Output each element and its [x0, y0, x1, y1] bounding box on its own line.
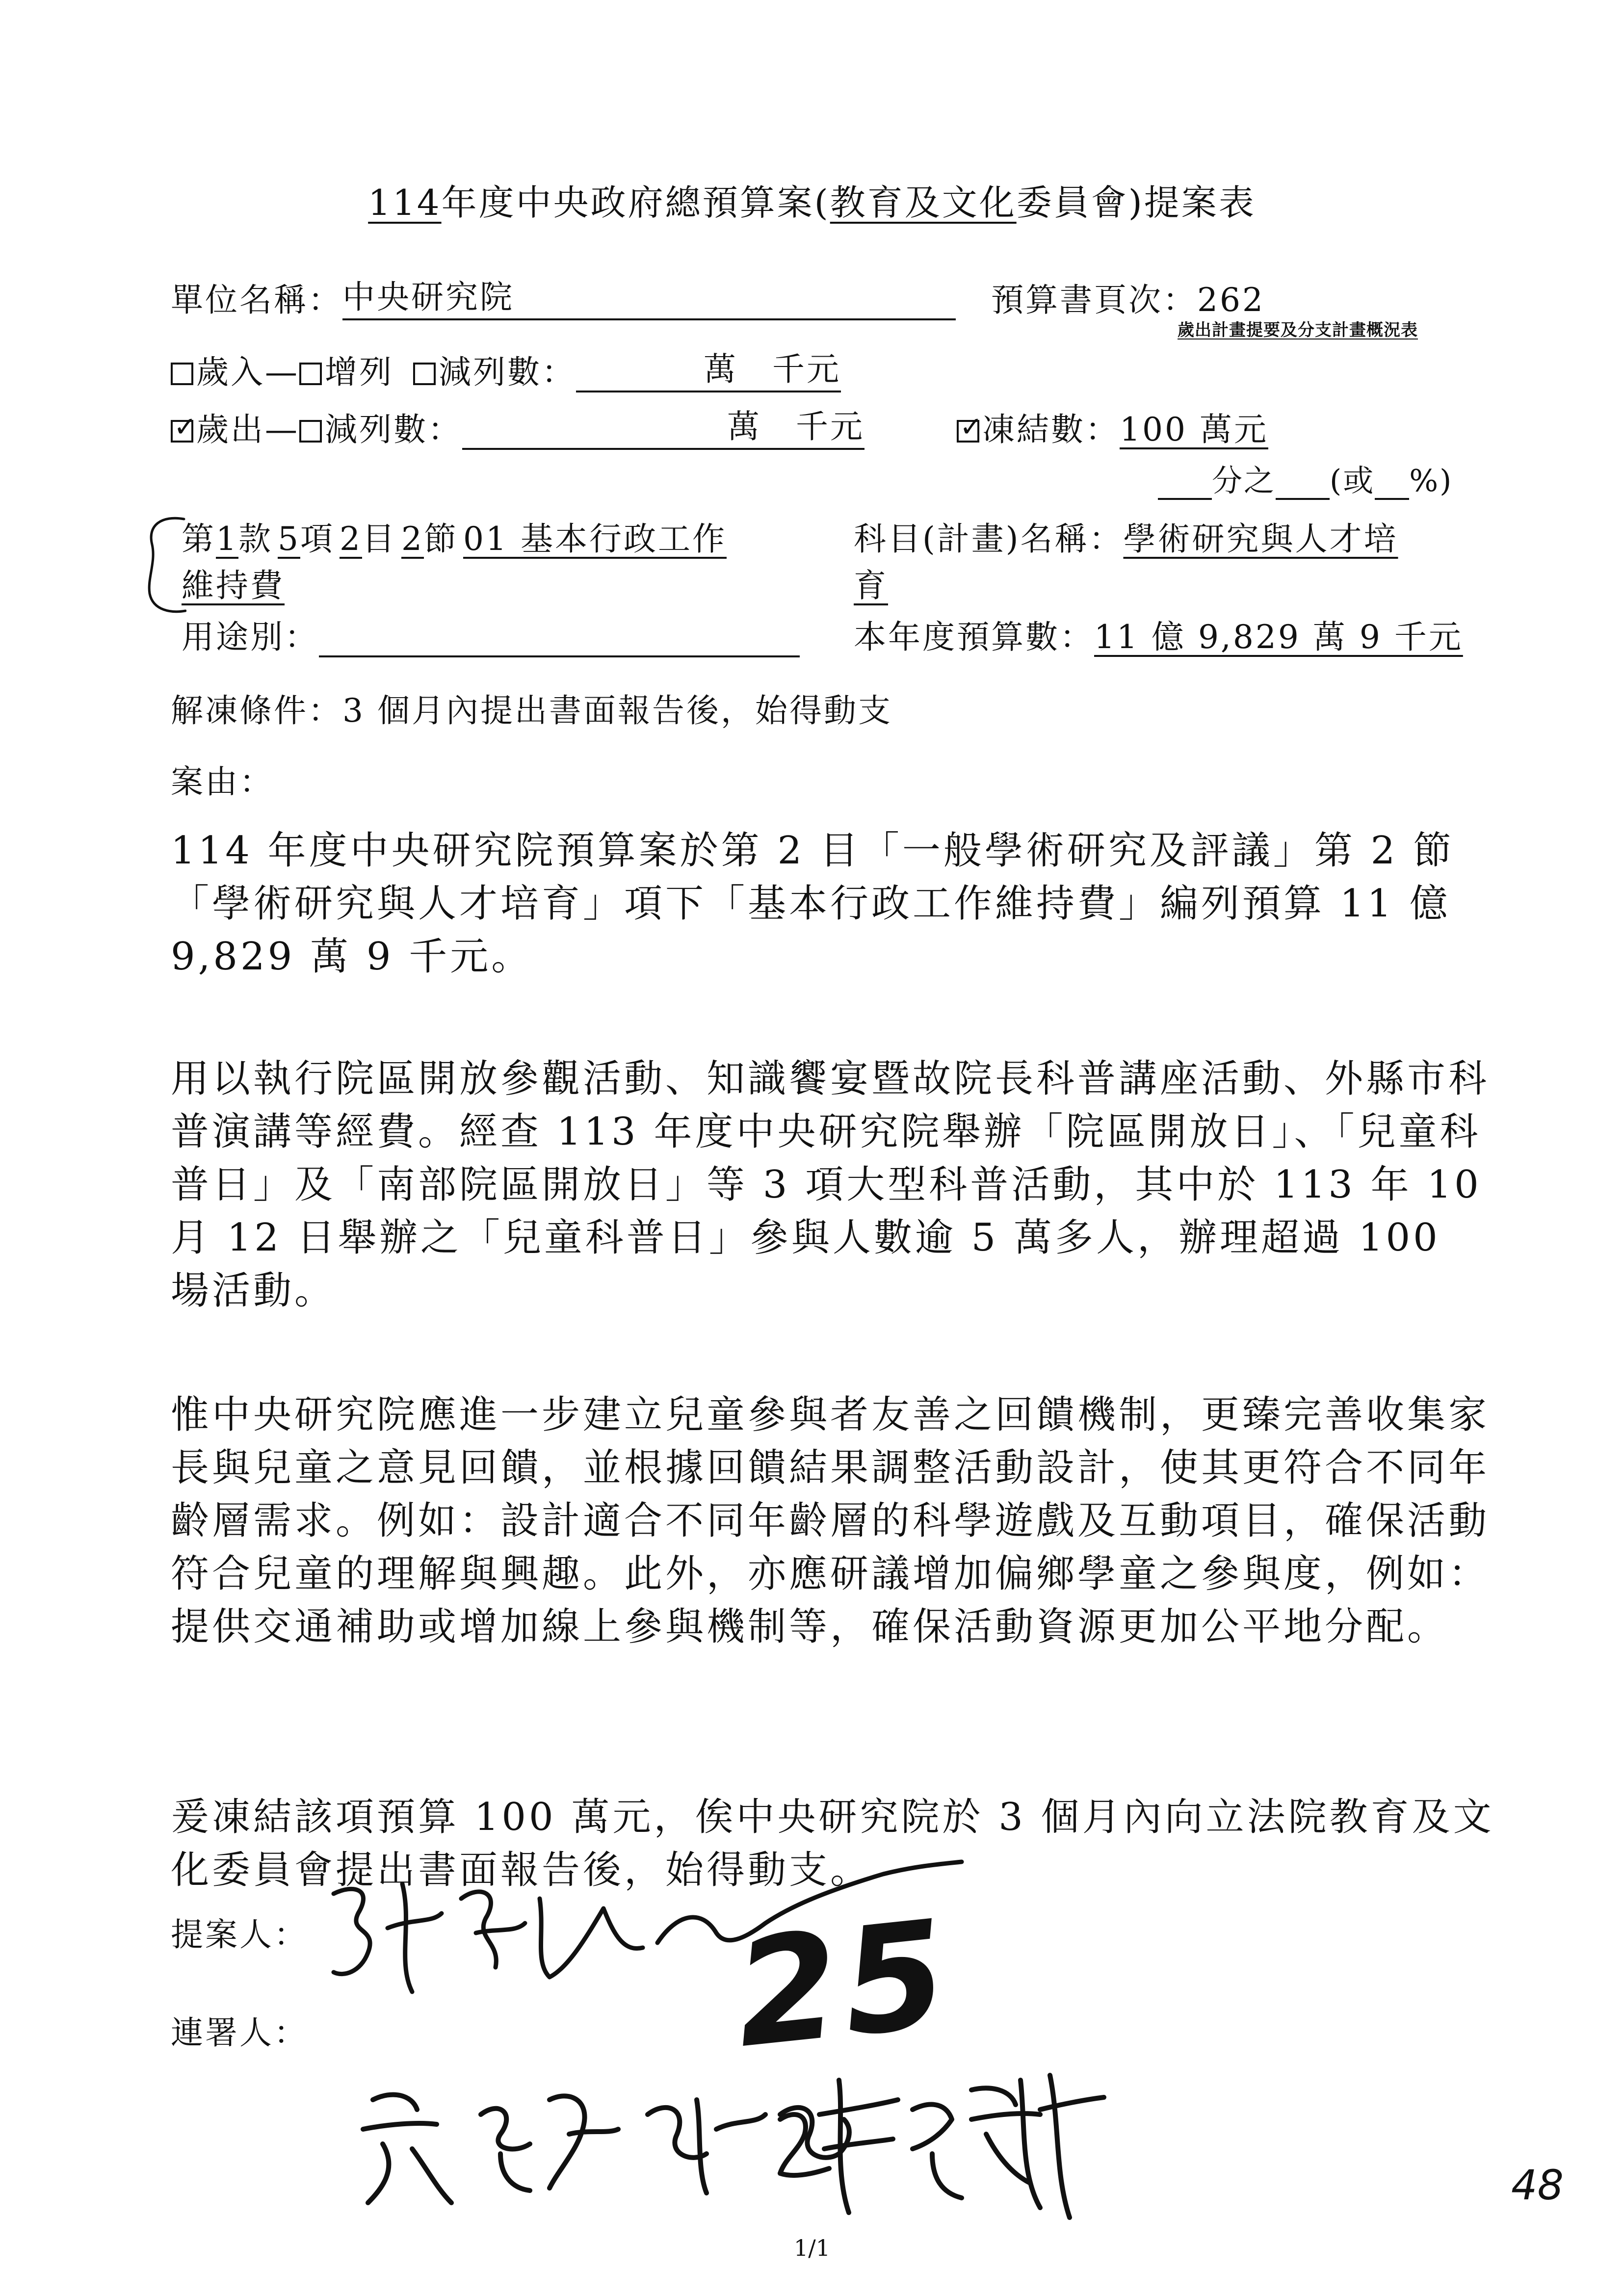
decrease-label: 減列數：: [439, 353, 576, 391]
footer-page-number: 1/1: [793, 2235, 831, 2261]
revenue-checkbox[interactable]: [171, 363, 193, 385]
subject-row2: [854, 559, 888, 606]
kuan-suffix: 款: [238, 520, 273, 558]
section-line2: [182, 559, 285, 606]
reason-paragraph-3: 惟中央研究院應進一步建立兒童參與者友善之回饋機制，更臻完善收集家長與兒童之意見回饋，並根據回饋結果調整活動設計，使其更符合不同年齡層需求。例如：設計適合不同年齡層的科學遊戲及互動項目，確保活動符合兒童的理解與興趣。此外，亦應研議增加偏鄉學童之參與度，例如：提供交通補助或增加線上參與機制等，確保活動資源更加公平地分配。: [171, 1393, 1490, 1649]
jie-suffix: 節: [424, 520, 458, 558]
purpose-label: 用途別：: [182, 618, 319, 656]
section-line1: [182, 513, 727, 559]
expense-decrease-label: 減列數：: [325, 411, 462, 448]
subject-line1: 學術研究與人才培: [1123, 520, 1398, 558]
ratio-part2: (或: [1330, 463, 1375, 498]
reason-paragraph-2: 用以執行院區開放參觀活動、知識饗宴暨故院長科普講座活動、外縣市科普演講等經費。經查 113 年度中央研究院舉辦「院區開放日」、「兒童科普日」及「南部院區開放日」等 3 項大型科普活動，其中於 113 年 10 月 12 日舉辦之「兒童科普日」參與人數逾 5 萬多人，辦理超過 100 場活動。: [171, 1057, 1490, 1313]
ratio-blank-2: [1276, 470, 1330, 500]
title-year: 114: [368, 182, 442, 223]
page-ref-label: 預算書頁次：: [991, 281, 1197, 319]
handwritten-number: 25: [727, 1888, 959, 2081]
expense-units: 萬 千元: [727, 408, 864, 445]
cosigner-label: 連署人：: [171, 2014, 308, 2052]
proposer-label: 提案人：: [171, 1916, 308, 1954]
unit-label: 單位名稱：: [171, 281, 342, 319]
budget-label: 本年度預算數：: [854, 618, 1094, 656]
unit-row: [171, 274, 956, 320]
revenue-row: [171, 346, 841, 392]
ratio-part1: 分之: [1212, 463, 1276, 498]
title-end: 委員會)提案表: [1016, 182, 1256, 223]
section-name-line1: 01 基本行政工作: [463, 520, 727, 558]
cosigner-signature-2: [765, 2051, 1109, 2227]
jie-value: 2: [401, 520, 424, 558]
unit-value-line: [342, 278, 956, 320]
budget-row: [854, 611, 1463, 657]
freeze-checkbox[interactable]: [957, 420, 979, 443]
unit-value: 中央研究院: [342, 278, 514, 316]
expense-checkbox[interactable]: [171, 420, 193, 443]
purpose-row: [182, 611, 800, 657]
xiang-value: 5: [278, 520, 300, 558]
decrease-checkbox[interactable]: [413, 363, 436, 385]
page-ref: [991, 274, 1265, 320]
increase-checkbox[interactable]: [299, 363, 322, 385]
increase-label: 增列: [325, 353, 393, 391]
purpose-line: [319, 623, 800, 657]
reason-paragraph-1: 114 年度中央研究院預算案於第 2 目「一般學術研究及評議」第 2 節「學術研究與人才培育」項下「基本行政工作維持費」編列預算 11 億 9,829 萬 9 千元。: [171, 829, 1455, 979]
mu-value: 2: [340, 520, 362, 558]
subject-label: 科目(計畫)名稱：: [854, 520, 1124, 558]
ratio-row: [1158, 456, 1453, 500]
bracket-mark: [142, 510, 186, 618]
unfreeze-condition: 解凍條件：3 個月內提出書面報告後，始得動支: [171, 692, 892, 730]
mu-suffix: 目: [362, 520, 396, 558]
title-mid: 年度中央政府總預算案(: [441, 182, 830, 223]
section-name-line2: 維持費: [182, 567, 285, 604]
ratio-part3: %): [1409, 463, 1453, 498]
budget-value: 11 億 9,829 萬 9 千元: [1094, 618, 1463, 656]
reason-paragraph-4: 爰凍結該項預算 100 萬元，俟中央研究院於 3 個月內向立法院教育及文化委員會提出書面報告後，始得動支。: [171, 1795, 1494, 1892]
expense-amount-line: [462, 408, 864, 450]
reason-label: 案由：: [171, 763, 274, 801]
title-committee: 教育及文化: [830, 182, 1017, 223]
freeze-row: [957, 403, 1268, 450]
handwritten-page-number: 48: [1511, 2161, 1564, 2209]
freeze-value: 100 萬元: [1120, 411, 1268, 448]
page-ref-note: 歲出計畫提要及分支計畫概況表: [1178, 320, 1418, 340]
ratio-blank-3: [1375, 470, 1409, 500]
expense-decrease-checkbox[interactable]: [299, 420, 322, 443]
expense-row: [171, 403, 864, 450]
xiang-suffix: 項: [300, 520, 335, 558]
page-title: [0, 174, 1624, 225]
kuan-value: 1: [216, 520, 238, 558]
subject-row: [854, 513, 1398, 559]
revenue-amount-line: [576, 350, 841, 392]
revenue-units: 萬 千元: [704, 350, 841, 388]
expense-label: 歲出—: [196, 411, 299, 448]
freeze-label: 凍結數：: [982, 411, 1120, 448]
subject-line2: 育: [854, 567, 888, 604]
ratio-blank-1: [1158, 470, 1212, 500]
page-ref-value: 262: [1197, 281, 1265, 319]
kuan-label: 第: [182, 520, 216, 558]
revenue-label: 歲入—: [196, 353, 299, 391]
